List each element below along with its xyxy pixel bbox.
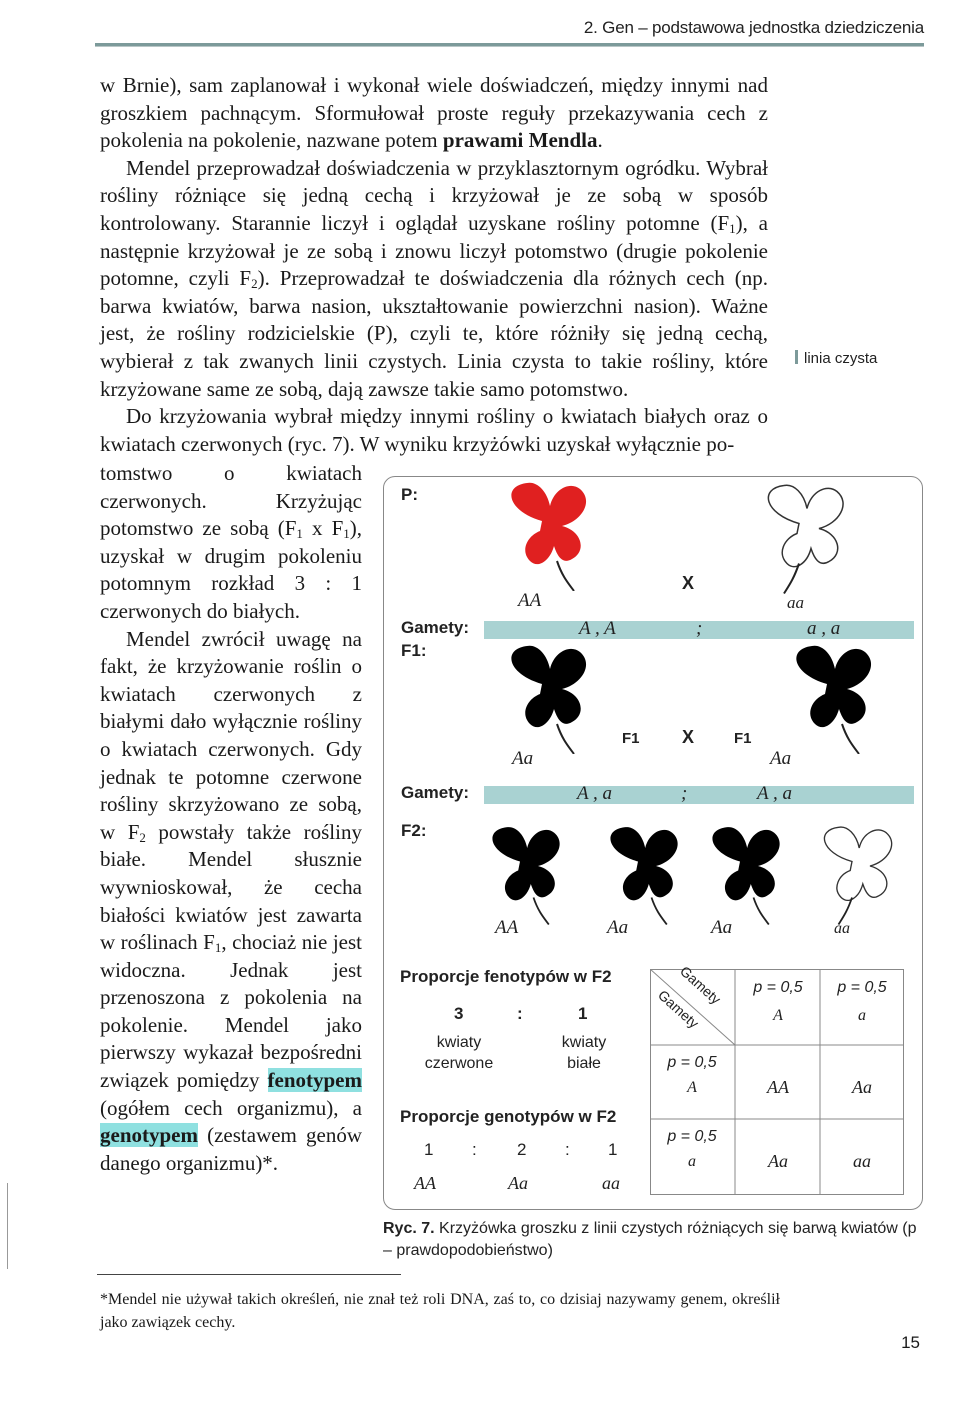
paragraph-3: Do krzyżowania wybrał między innymi rośliny o kwiatach białych oraz o kwiatach czerwonych (ryc. 7). W wyniku krzyżówki uzyskał wyłącznie po- (100, 404, 768, 456)
gametes2-sep: ; (681, 783, 688, 804)
margin-note: linia czysta (795, 350, 877, 367)
gametes1-left: A , A (579, 618, 616, 639)
figure-cross-diagram (383, 476, 923, 1210)
gametes1-sep: ; (696, 618, 703, 639)
label-p: P: (401, 485, 418, 504)
f1-right-genotype: Aa (770, 748, 792, 769)
highlight-fenotyp: fenotypem (267, 1068, 362, 1093)
f2-flower-1-icon (484, 825, 574, 925)
gametes1-right: a , a (807, 618, 841, 639)
margin-bar (795, 350, 798, 364)
punnett-row2-p: p = 0,5 (667, 1128, 717, 1145)
paragraph-2: Mendel przeprowadzał doświadczenia w przyklasztornym ogródku. Wybrał rośliny różniące się jedną cechą i krzyżował je ze sobą w sposób kontrolowany. Starannie liczył i oglądał uzyskane rośliny potomne $(F_1)$, a następnie krzyżował je ze sobą i znowu liczył potomstwo (drugie pokolenie potomne, czyli $F_2$). Przeprowadzał te doświadczenia dla różnych cech (np. barwa kwiatów, barwa nasion, ukształtowanie powierzchni nasion). Ważne jest, że rośliny rodzicielskie (P), czyli te, które różniły się jedną cechą, wybierał z tak zwanych linii czystych. Linia czysta to takie rośliny, które krzyżowane same ze sobą, dają zawsze takie samo potomstwo. (100, 155, 768, 401)
punnett-col2-p: p = 0,5 (837, 979, 887, 996)
punnett-cell-1-2: Aa (852, 1077, 872, 1097)
punnett-row1-p: p = 0,5 (667, 1054, 717, 1071)
f1-cross-left: F1 (622, 730, 640, 747)
label-f1: F1: (401, 641, 427, 660)
phenotype-left-label: kwiaty czerwone (424, 1034, 494, 1072)
genotype-num-3: 1 (608, 1140, 618, 1159)
genotype-hetero: Aa (508, 1173, 528, 1193)
f2-genotype-1: AA (495, 917, 519, 938)
footnote: *Mendel nie używał takich określeń, nie znał też roli DNA, zaś to, co dzisiaj nazywamy genem, określił jako zawiązek cechy. (100, 1291, 780, 1331)
genotype-ratio-title: Proporcje genotypów w F2 (400, 1107, 617, 1126)
phenotype-colon: : (517, 1004, 523, 1023)
phenotype-right-label: kwiaty białe (561, 1034, 607, 1072)
phenotype-left-num: 3 (454, 1004, 464, 1023)
punnett-col1-allele: A (773, 1007, 783, 1024)
cross-symbol: X (682, 573, 695, 593)
main-text (100, 72, 768, 458)
punnett-cell-1-1: AA (767, 1077, 789, 1097)
chapter-title: 2. Gen – podstawowa jednostka dziedziczenia (583, 18, 924, 37)
genotype-num-1: 1 (424, 1140, 434, 1159)
f2-flower-4-icon (816, 825, 906, 925)
page-header (0, 0, 960, 50)
punnett-corner-bottom: Gamety (654, 986, 703, 1032)
genotype-aa-rec: aa (602, 1173, 620, 1193)
f1-left-genotype: Aa (512, 748, 534, 769)
f1-right-flower-icon (787, 644, 887, 754)
page-number: 15 (901, 1333, 920, 1352)
figure-caption: Ryc. 7. Krzyżówka groszku z linii czystych różniących się barwą kwiatów (p – prawdopodobieństwo) (383, 1220, 917, 1259)
highlight-genotyp: genotypem (100, 1123, 198, 1148)
phenotype-right-num: 1 (578, 1004, 588, 1023)
caption-label: Ryc. 7. (383, 1220, 435, 1237)
punnett-row1-allele: A (687, 1079, 697, 1096)
punnett-corner-top: Gamety (676, 962, 725, 1008)
f2-genotype-3: Aa (711, 917, 733, 938)
f1-cross-right: F1 (734, 730, 752, 747)
punnett-col2-allele: a (858, 1007, 866, 1024)
punnett-cell-2-1: Aa (768, 1151, 788, 1171)
genotype-colon-1: : (472, 1140, 477, 1159)
punnett-row2-allele: a (688, 1153, 696, 1170)
genotype-colon-2: : (565, 1140, 570, 1159)
header-rule-thin (95, 46, 924, 47)
column-text (100, 460, 362, 1177)
f2-flower-3-icon (704, 825, 794, 925)
label-gamety-1: Gamety: (401, 618, 470, 637)
margin-line (7, 1183, 8, 1269)
paragraph-1: w Brnie), sam zaplanował i wykonał wiele doświadczeń, między innymi nad groszkiem pachnącym. Sformułował proste reguły przekazywania cech z pokolenia na pokolenie, nazwane potem prawami Mendla. (100, 73, 768, 153)
paragraph-4: Mendel zwrócił uwagę na fakt, że krzyżowanie roślin o kwiatach czerwonych z białymi dało wyłącznie rośliny o kwiatach czerwonych. Gdy jednak te potomne czerwone rośliny skrzyżowano ze sobą, w $F_2$ powstały także rośliny białe. Mendel słusznie wywnioskował, że cecha białości kwiatów jest zawarta w roślinach $F_1$, chociaż nie jest widoczna. Jednak jest przenoszona z pokolenia na pokolenie. Mendel jako pierwszy wykazał bezpośredni związek pomiędzy fenotypem (ogółem cech organizmu), a genotypem (zestawem genów danego organizmu)*. (100, 626, 363, 1175)
p-left-genotype: AA (518, 590, 542, 611)
label-gamety-2: Gamety: (401, 783, 470, 802)
gametes2-right: A , a (757, 783, 793, 804)
gametes-band-2 (484, 786, 914, 804)
red-flower-icon (502, 481, 602, 591)
phenotype-ratio-title: Proporcje fenotypów w F2 (400, 967, 612, 986)
punnett-cell-2-2: aa (853, 1151, 871, 1171)
gametes2-left: A , a (577, 783, 613, 804)
genotype-num-2: 2 (517, 1140, 527, 1159)
f2-flower-2-icon (602, 825, 692, 925)
bold-term: prawami Mendla (442, 128, 598, 153)
footnote-rule (97, 1274, 401, 1275)
f1-left-flower-icon (502, 644, 602, 754)
genotype-aa-dom: AA (414, 1173, 436, 1193)
paragraph-3-cont: tomstwo o kwiatach czerwonych. Krzyżując potomstwo ze sobą ($F_1$ x $F_1$), uzyskał w drugim pokoleniu potomnym rozkład 3 : 1 czerwonych do białych. (100, 461, 362, 623)
f2-genotype-4: aa (834, 920, 850, 937)
label-f2: F2: (401, 821, 427, 840)
f2-genotype-2: Aa (607, 917, 629, 938)
p-right-genotype: aa (787, 593, 804, 612)
punnett-col1-p: p = 0,5 (753, 979, 803, 996)
punnett-square (650, 962, 904, 1195)
white-flower-icon (759, 481, 859, 596)
cross-symbol-2: X (682, 727, 695, 747)
